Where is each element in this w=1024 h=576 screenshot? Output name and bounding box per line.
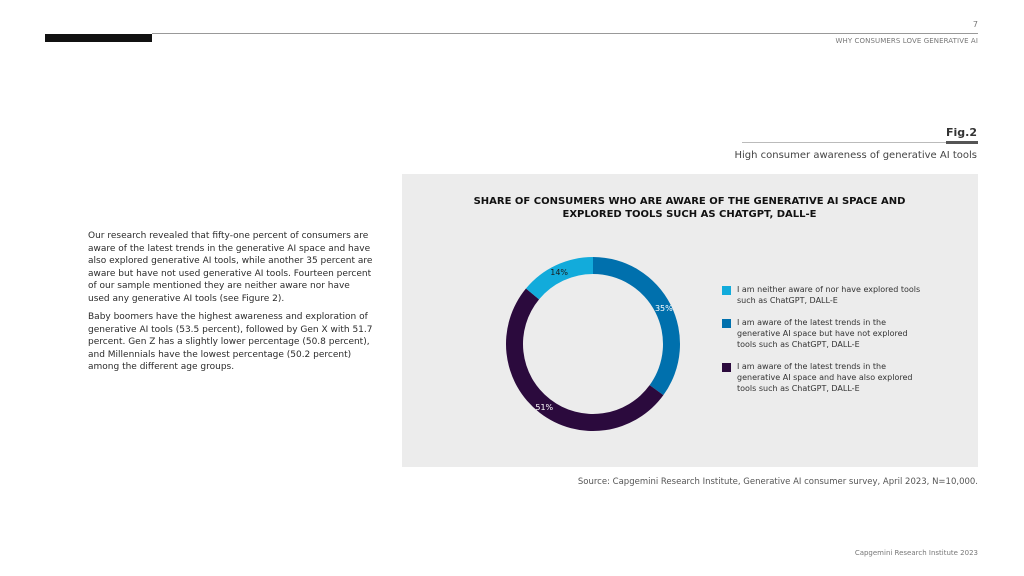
donut-label-14pct: 14% xyxy=(550,268,569,278)
figure-label: Fig.2 xyxy=(946,126,977,139)
donut-label-51pct: 51% xyxy=(535,402,554,412)
legend-label: I am aware of the latest trends in the generative AI space and have also explored tools such as ChatGPT, DALL-E xyxy=(737,362,913,393)
legend-item xyxy=(722,361,922,394)
body-text xyxy=(88,230,373,380)
header-bar xyxy=(45,34,152,42)
chart-panel xyxy=(402,174,978,467)
legend-label: I am neither aware of nor have explored tools such as ChatGPT, DALL-E xyxy=(737,285,921,305)
legend-item xyxy=(722,317,922,350)
figure-divider xyxy=(742,142,946,143)
donut-label-35pct: 35% xyxy=(654,303,673,313)
source-note: Source: Capgemini Research Institute, Generative AI consumer survey, April 2023, N=10,000. xyxy=(577,477,978,487)
donut-hole xyxy=(523,274,663,414)
header-divider xyxy=(152,33,978,34)
page-number: 7 xyxy=(972,20,978,29)
body-paragraph-1: Our research revealed that fifty-one percent of consumers are aware of the latest trends in the generative AI space and have also explored generative AI tools, while another 35 percent are aware but have not used generative AI tools. Fourteen percent of our sample mentioned they are neither aware nor have used any generative AI tools (see Figure 2). xyxy=(88,231,373,304)
legend-swatch xyxy=(722,286,731,295)
footer-text: Capgemini Research Institute 2023 xyxy=(854,549,978,557)
running-title: WHY CONSUMERS LOVE GENERATIVE AI xyxy=(835,37,978,45)
chart-title: SHARE OF CONSUMERS WHO ARE AWARE OF THE GENERATIVE AI SPACE AND EXPLORED TOOLS SUCH AS CHATGPT, DALL-E xyxy=(473,196,906,220)
body-paragraph-2: Baby boomers have the highest awareness and exploration of generative AI tools (53.5 percent), followed by Gen X with 51.7 percent. Gen Z has a slightly lower percentage (50.8 percent), and Millennials have the lowest percentage (50.2 percent) among the different age groups. xyxy=(88,312,373,372)
legend-label: I am aware of the latest trends in the generative AI space but have not explored tools such as ChatGPT, DALL-E xyxy=(737,318,908,349)
legend-item xyxy=(722,284,922,306)
legend-swatch xyxy=(722,319,731,328)
legend-swatch xyxy=(722,363,731,372)
chart-legend xyxy=(722,284,922,405)
figure-subtitle: High consumer awareness of generative AI tools xyxy=(734,150,977,161)
figure-underline xyxy=(946,141,978,144)
